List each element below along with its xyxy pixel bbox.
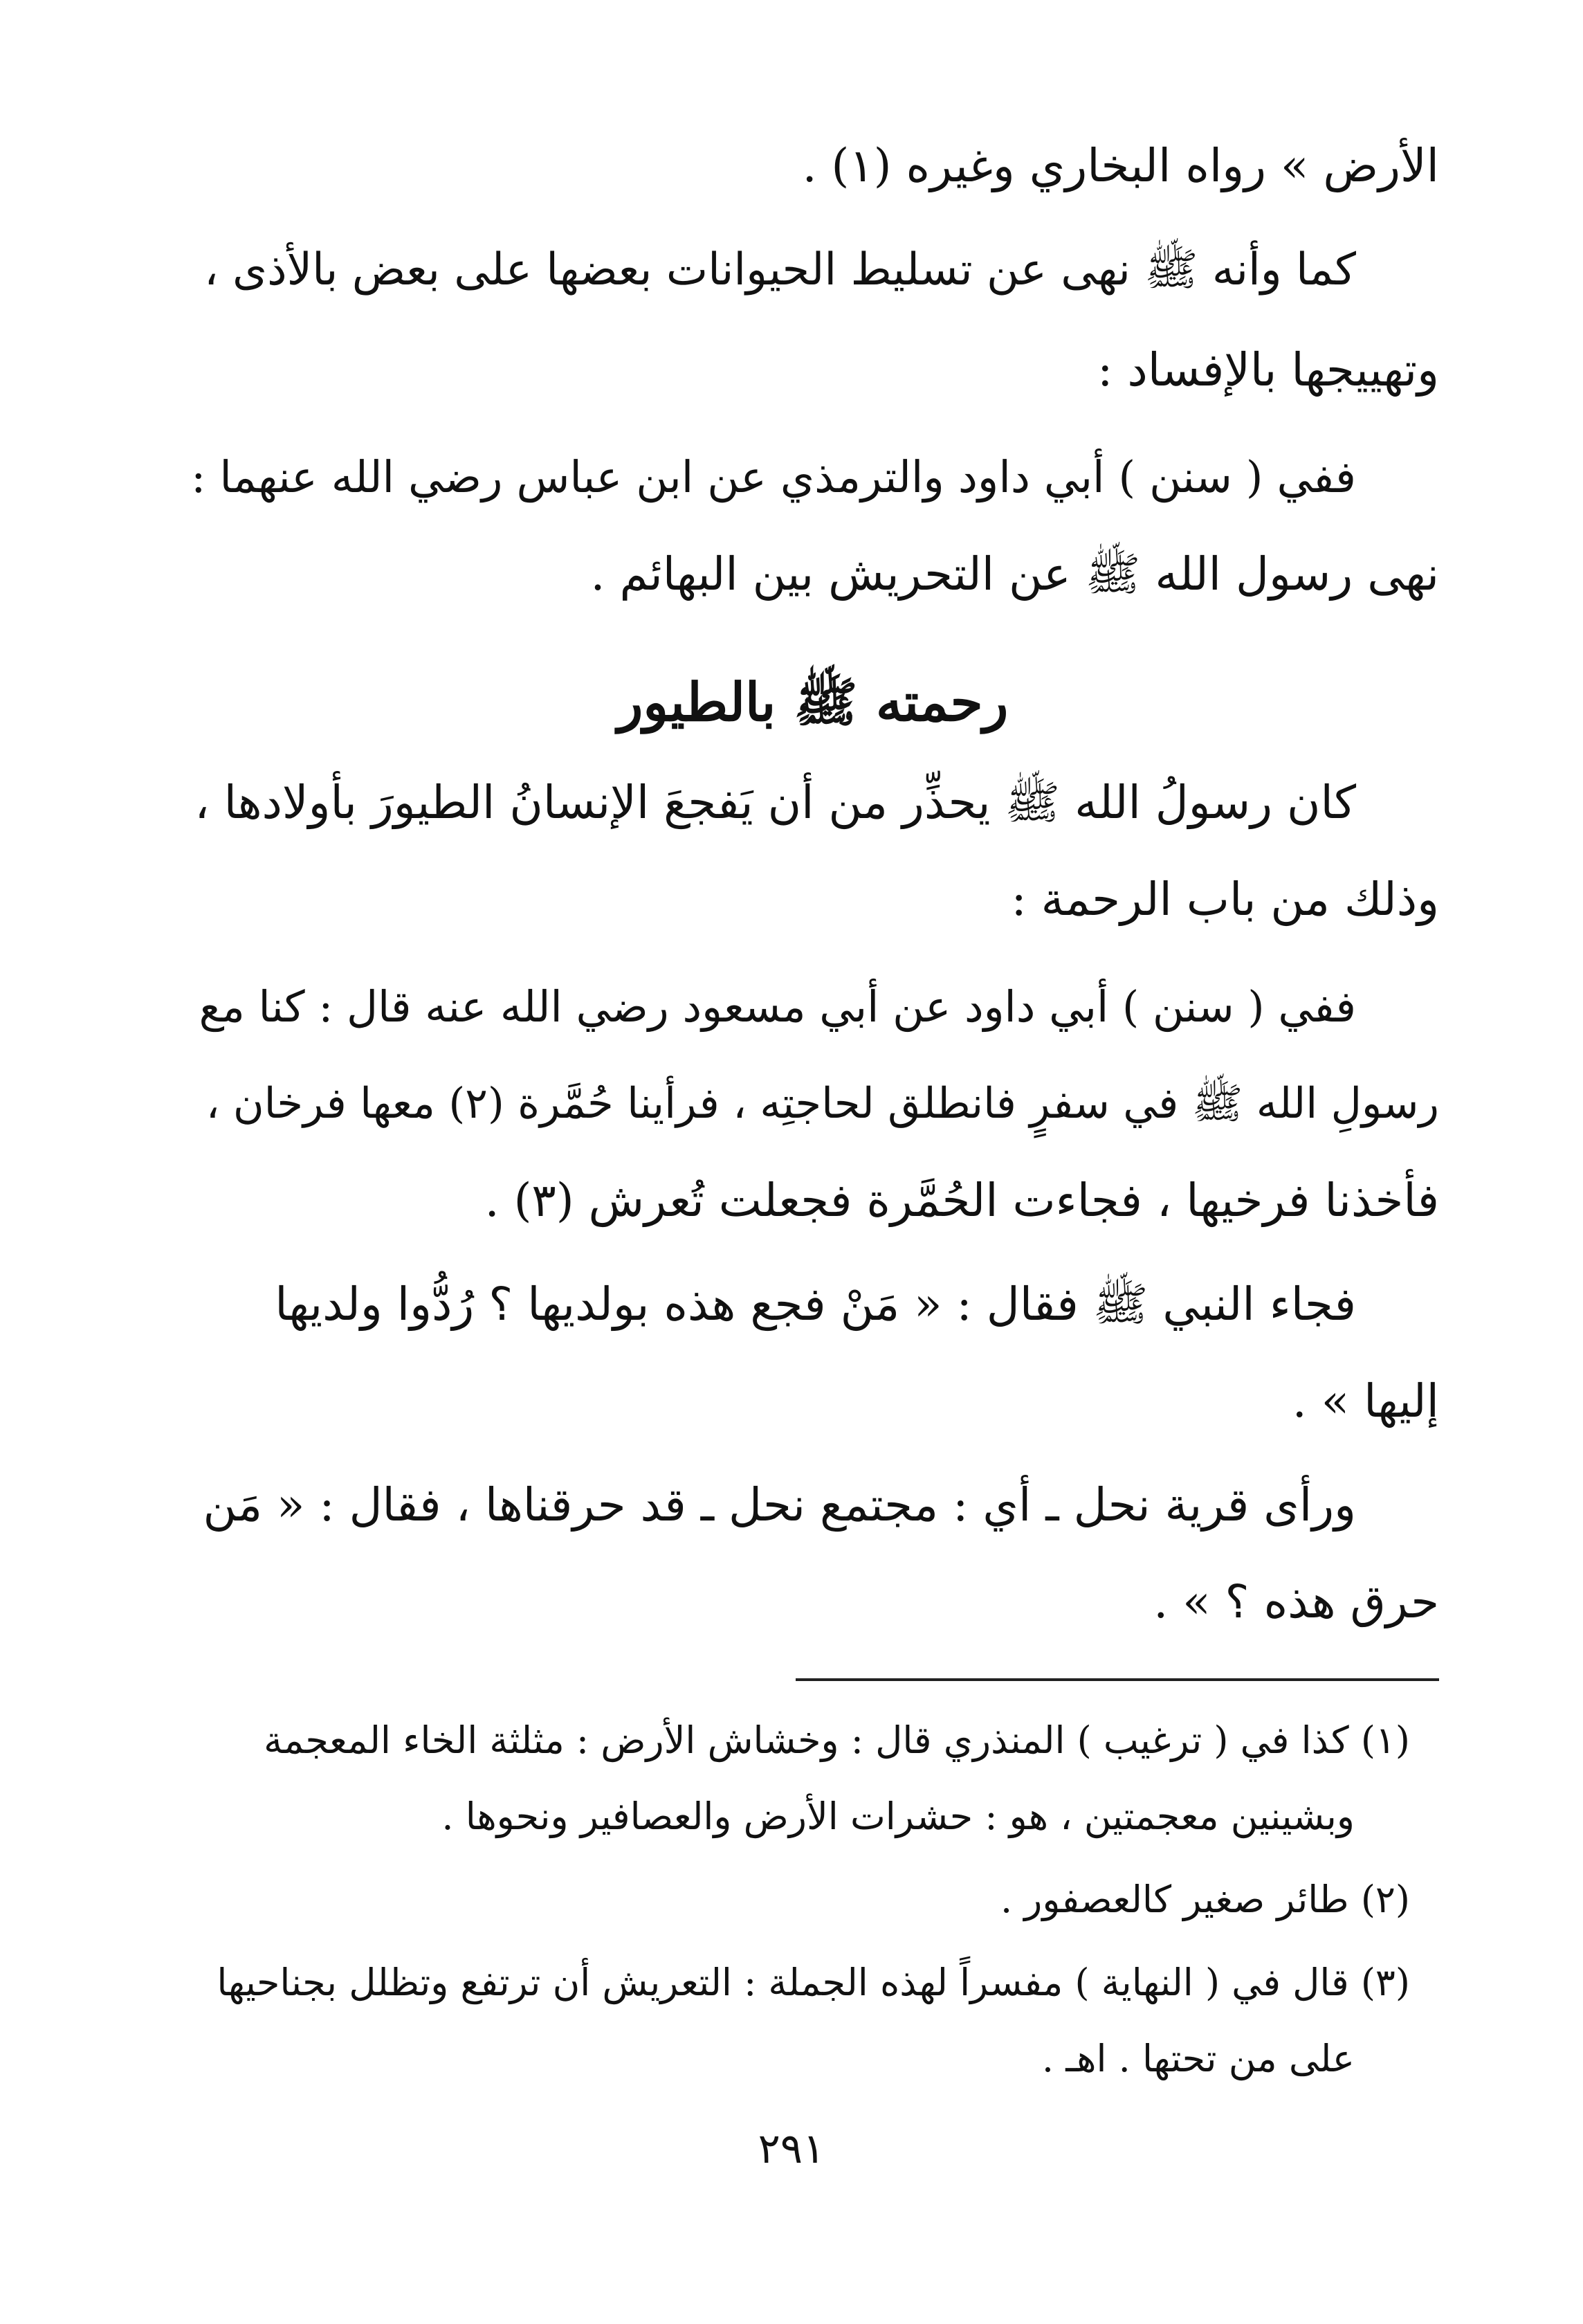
text-line: حرق هذه ؟ » . bbox=[1153, 1575, 1439, 1628]
main-text bbox=[187, 0, 1439, 1661]
text-line: ورأى قرية نحل ـ أي : مجتمع نحل ـ قد حرقناها ، فقال : « مَن bbox=[203, 1478, 1356, 1532]
text-line: رسولِ الله ﷺ في سفرٍ فانطلق لحاجتِه ، فرأينا حُمَّرة (٢) معها فرخان ، bbox=[205, 1079, 1439, 1128]
page-number: ٢٩١ bbox=[758, 2125, 825, 2173]
text-line: فأخذنا فرخيها ، فجاءت الحُمَّرة فجعلت تُعرش (٣) . bbox=[484, 1174, 1439, 1227]
text-line: إليها » . bbox=[1292, 1374, 1439, 1428]
text-line: وذلك من باب الرحمة : bbox=[1011, 873, 1439, 926]
footnote-3-line: على من تحتها . اهـ . bbox=[1041, 2037, 1355, 2080]
footnote-1-line: (١) كذا في ( ترغيب ) المنذري قال : وخشاش الأرض : مثلثة الخاء المعجمة bbox=[264, 1718, 1410, 1762]
footnote-1-line: وبشينين معجمتين ، هو : حشرات الأرض والعصافير ونحوها . bbox=[441, 1795, 1355, 1838]
footnote-3-line: (٣) قال في ( النهاية ) مفسراً لهذه الجملة : التعريش أن ترتفع وتظلل بجناحيها bbox=[217, 1961, 1410, 2004]
text-line: ففي ( سنن ) أبي داود عن أبي مسعود رضي الله عنه قال : كنا مع bbox=[199, 981, 1356, 1032]
footnote-divider bbox=[796, 1678, 1439, 1681]
text-line: ففي ( سنن ) أبي داود والترمذي عن ابن عباس رضي الله عنهما : bbox=[191, 452, 1356, 502]
text-line: فجاء النبي ﷺ فقال : « مَنْ فجع هذه بولديها ؟ رُدُّوا ولديها bbox=[275, 1278, 1356, 1331]
text-line: نهى رسول الله ﷺ عن التحريش بين البهائم . bbox=[590, 547, 1439, 601]
section-heading: رحمته ﷺ بالطيور bbox=[617, 671, 1009, 733]
text-line: الأرض » رواه البخاري وغيره (١) . bbox=[802, 139, 1439, 192]
text-line: كان رسولُ الله ﷺ يحذِّر من أن يَفجعَ الإنسانُ الطيورَ بأولادها ، bbox=[194, 776, 1356, 829]
text-line: وتهييجها بالإفساد : bbox=[1097, 343, 1439, 397]
text-line: كما وأنه ﷺ نهى عن تسليط الحيوانات بعضها على بعض بالأذى ، bbox=[204, 244, 1356, 296]
footnote-2-line: (٢) طائر صغير كالعصفور . bbox=[1000, 1878, 1410, 1921]
